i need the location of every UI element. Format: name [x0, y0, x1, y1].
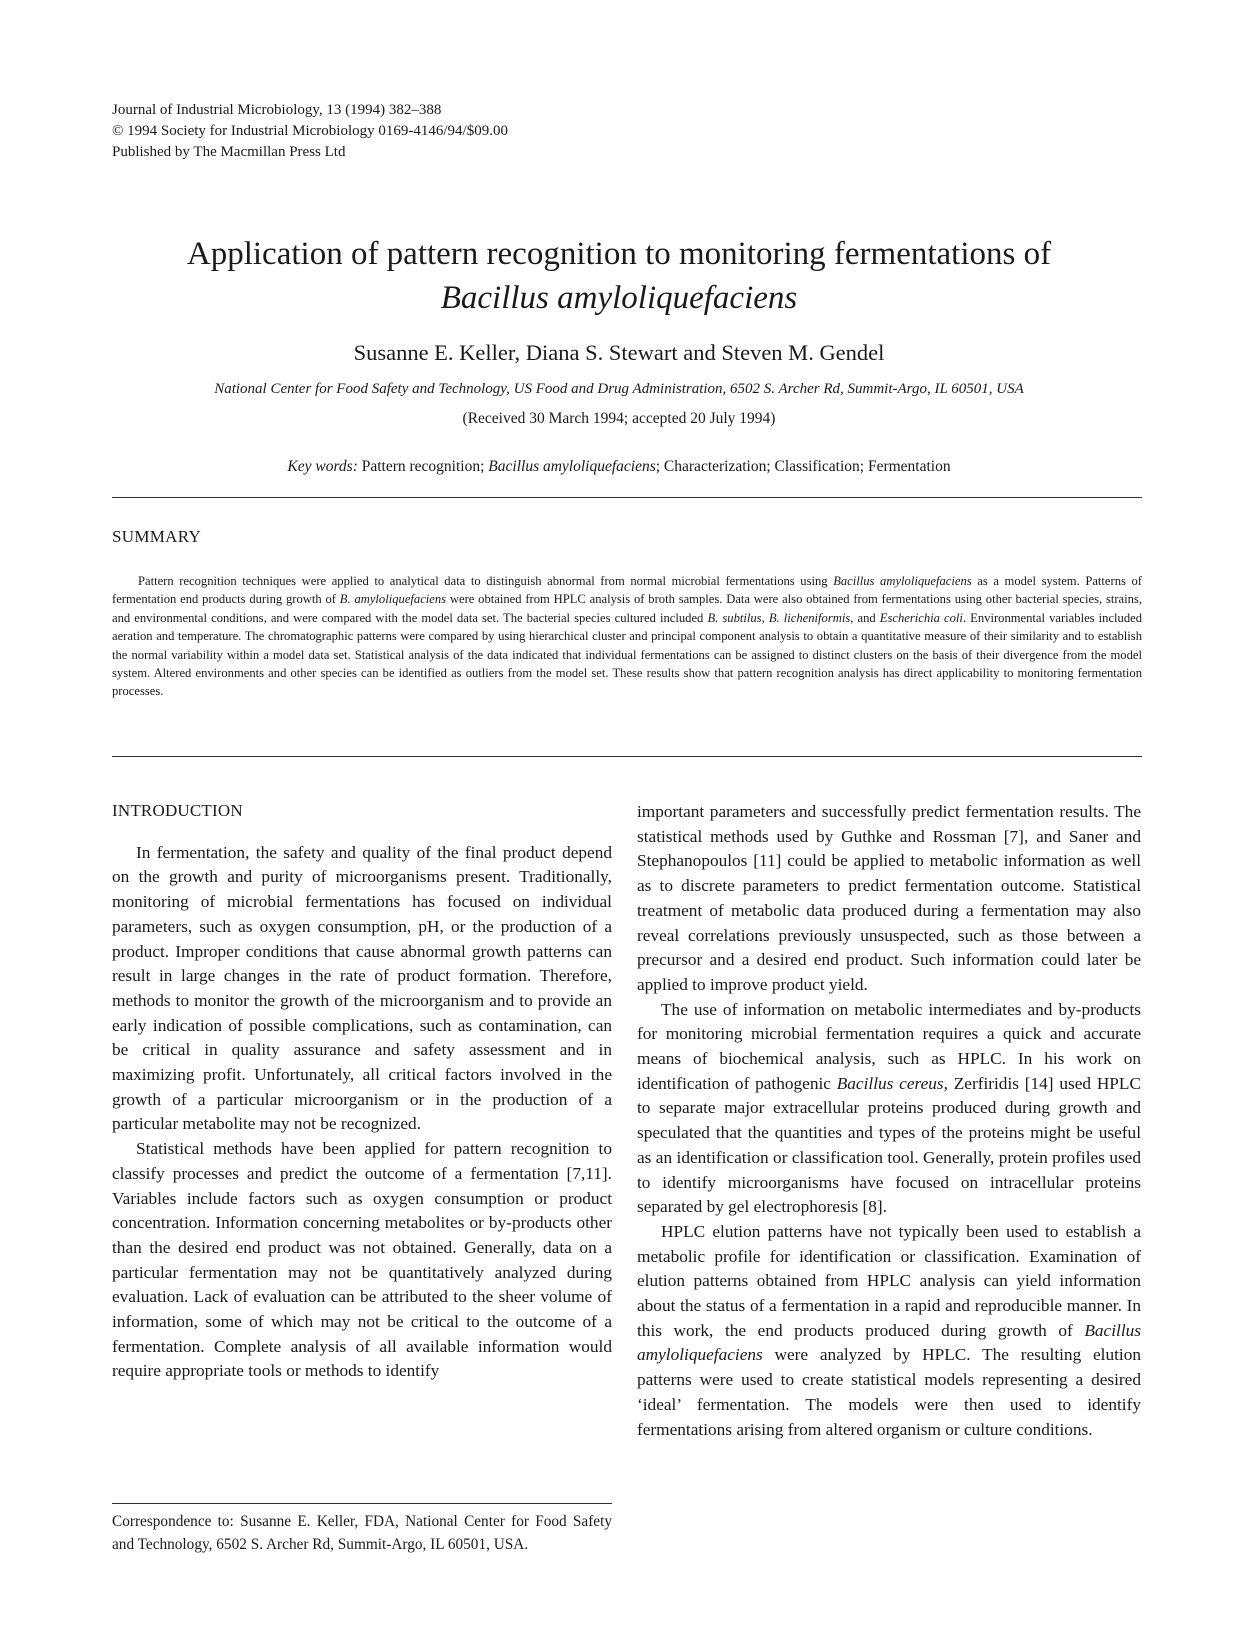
summary-part: were obtained from HPLC analysis of broth samples. Data were also obtained from fermentations using other bacterial species, strains, and environmental conditions, and were compared with the model data set. The bacterial species cultured included: [112, 592, 1142, 625]
paragraph-species: Bacillus amyloliquefaciens: [637, 1320, 1141, 1365]
summary-species: B. subtilus: [707, 610, 762, 625]
title-line-1: Application of pattern recognition to monitoring fermentations of: [186, 236, 1052, 272]
paragraph-part: The use of information on metabolic intermediates and by-products for monitoring microbial fermentation requires a quick and accurate means of biochemical analysis, such as HPLC. In his work on identification of pathogenic: [637, 999, 1141, 1093]
right-column: [637, 800, 1141, 1442]
summary-part: . Environmental variables included aeration and temperature. The chromatographic patterns were compared by using hierarchical cluster and principal component analysis to obtain a quantitative measure of their similarity and to establish the normal variability within a model data set. Statistical analysis of the data indicated that individual fermentations can be assigned to distinct clusters on the basis of their divergence from the model system. Altered environments and other species can be identified as outliers from the model set. These results show that pattern recognition analysis has direct applicability to monitoring fermentation processes.: [112, 610, 1143, 699]
summary-species: B. amyloliquefaciens: [339, 592, 447, 607]
summary-part: Pattern recognition techniques were applied to analytical data to distinguish abnormal from normal microbial fermentations using: [138, 574, 834, 588]
authors: Susanne E. Keller, Diana S. Stewart and Steven M. Gendel: [353, 340, 885, 365]
footnote-divider: [112, 1503, 612, 1504]
left-column: [112, 799, 612, 1384]
correspondence-footnote: Correspondence to: Susanne E. Keller, FDA, National Center for Food Safety and Technology, 6502 S. Archer Rd, Summit-Argo, IL 60501, USA.: [112, 1513, 612, 1553]
top-divider: [112, 497, 1142, 498]
summary-species: B. licheniformis: [768, 610, 851, 625]
paragraph-species: Bacillus cereus: [836, 1073, 944, 1093]
summary-species: Escherichia coli: [879, 610, 963, 625]
summary-part: ,: [761, 610, 769, 625]
keyword-1: Pattern recognition;: [361, 458, 485, 475]
paper-title: [0, 232, 1238, 320]
keyword-rest: ; Characterization; Classification; Fermentation: [655, 458, 951, 475]
journal-copyright: © 1994 Society for Industrial Microbiology 0169-4146/94/$09.00: [112, 123, 508, 139]
journal-publisher: Published by The Macmillan Press Ltd: [112, 144, 346, 160]
paragraph-part: , Zerfiridis [14] used HPLC to separate major extracellular proteins produced during growth and speculated that the quantities and types of the proteins might be useful as an identification or classification tool. Generally, protein profiles used to identify microorganisms have focused on intracellular proteins separated by gel electrophoresis [8].: [637, 1073, 1141, 1217]
journal-citation: Journal of Industrial Microbiology, 13 (1994) 382–388: [112, 102, 442, 118]
affiliation: National Center for Food Safety and Technology, US Food and Drug Administration, 6502 S. Archer Rd, Summit-Argo, IL 60501, USA: [214, 381, 1024, 397]
summary-species: Bacillus amyloliquefaciens: [833, 574, 972, 588]
summary-part: , and: [850, 610, 880, 625]
intro-paragraph-3: important parameters and successfully predict fermentation results. The statistical methods used by Guthke and Rossman [7], and Saner and Stephanopoulos [11] could be applied to metabolic information as well as to discrete parameters to predict fermentation outcome. Statistical treatment of metabolic data produced during a fermentation may also reveal correlations previously unsuspected, such as those between a precursor and a desired end product. Such information could later be applied to improve product yield.: [637, 802, 1141, 994]
journal-header: [112, 100, 508, 163]
introduction-heading: INTRODUCTION: [112, 801, 243, 820]
intro-paragraph-4: [637, 998, 1141, 1220]
intro-paragraph-5: [637, 1220, 1141, 1442]
title-line-2: Bacillus amyloliquefaciens: [440, 280, 798, 316]
intro-paragraph-1: In fermentation, the safety and quality of the final product depend on the growth and purity of microorganisms present. Traditionally, monitoring of microbial fermentations has focused on individual parameters, such as oxygen consumption, pH, or the production of a product. Improper conditions that cause abnormal growth patterns can result in large changes in the rate of product formation. Therefore, methods to monitor the growth of the microorganism and to provide an early indication of possible complications, such as contamination, can be critical in quality assurance and safety assessment and in maximizing profit. Unfortunately, all critical factors involved in the growth of a particular microorganism or in the production of a particular metabolite may not be recognized.: [112, 842, 612, 1134]
intro-paragraph-2: Statistical methods have been applied for pattern recognition to classify processes and predict the outcome of a fermentation [7,11]. Variables include factors such as oxygen consumption or product concentration. Information concerning metabolites or by-products other than the desired end product was not obtained. Generally, data on a particular fermentation may not be quantitatively analyzed during evaluation. Lack of evaluation can be attributed to the sheer volume of information, some of which may not be critical to the outcome of a fermentation. Complete analysis of all available information would require appropriate tools or methods to identify: [112, 1139, 612, 1381]
keyword-2: Bacillus amyloliquefaciens: [488, 458, 656, 475]
paragraph-part: were analyzed by HPLC. The resulting elution patterns were used to create statistical models representing a desired ‘ideal’ fermentation. The models were then used to identify fermentations arising from altered organism or culture conditions.: [637, 1345, 1141, 1439]
summary-part: as a model system. Patterns of fermentation end products during growth of: [112, 574, 1142, 607]
summary-text: [112, 572, 1142, 701]
summary-heading: SUMMARY: [112, 527, 202, 546]
keywords: [0, 458, 1238, 476]
summary-paragraph: [112, 572, 1142, 701]
received-dates: (Received 30 March 1994; accepted 20 July 1994): [462, 410, 776, 427]
keywords-label: Key words:: [287, 458, 358, 475]
paragraph-part: HPLC elution patterns have not typically been used to establish a metabolic profile for identification or classification. Examination of elution patterns obtained from HPLC analysis can yield information about the status of a fermentation in a rapid and reproducible manner. In this work, the end products produced during growth of: [637, 1221, 1141, 1340]
summary-divider: [112, 756, 1142, 757]
